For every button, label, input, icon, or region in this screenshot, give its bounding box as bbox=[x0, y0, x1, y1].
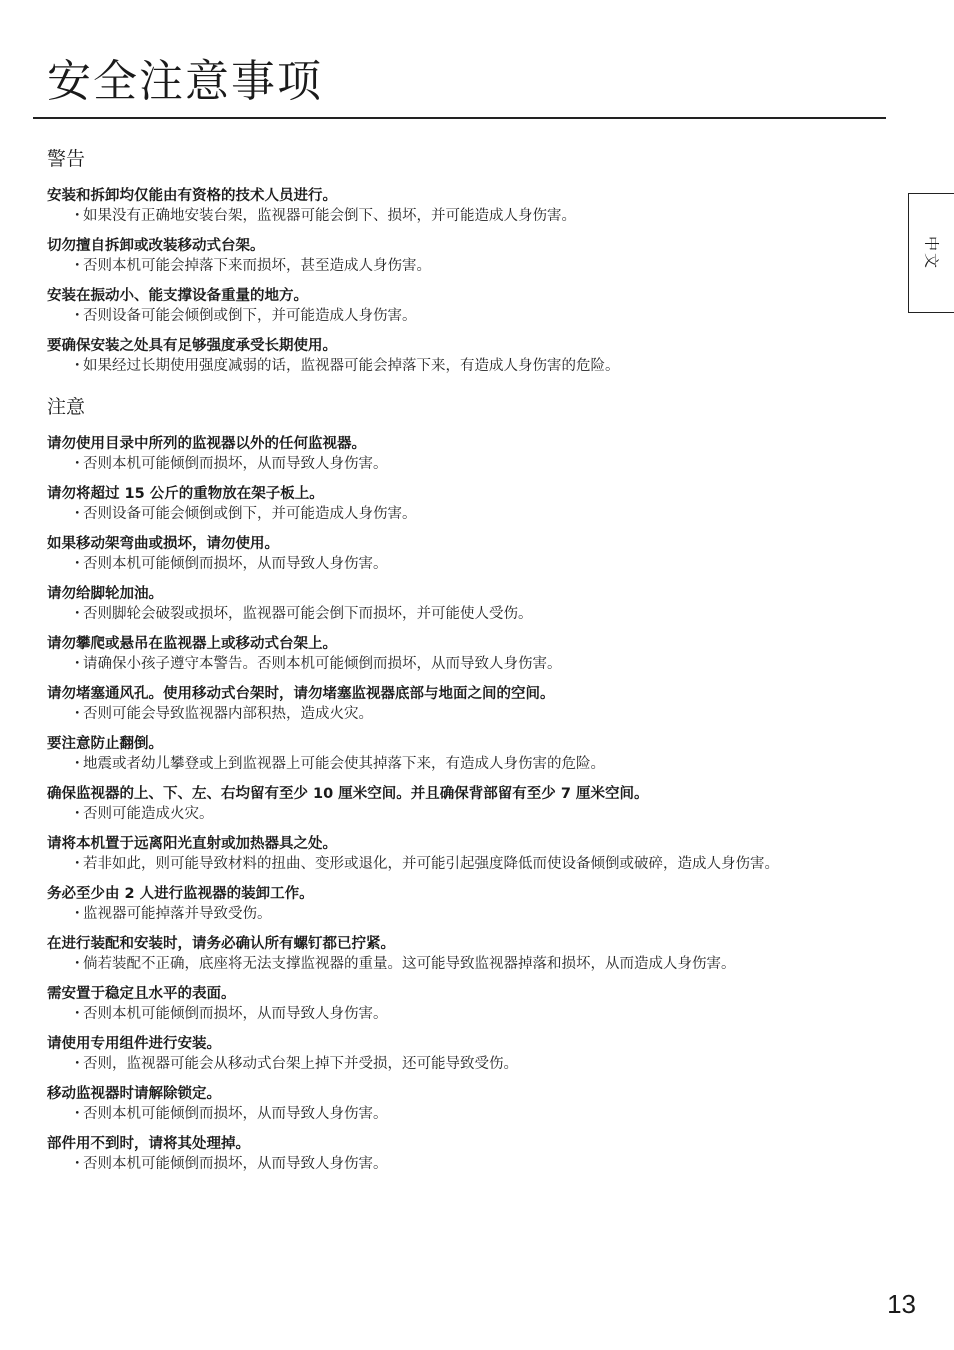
caution-item-head: 如果移动架弯曲或损坏，请勿使用。 bbox=[47, 536, 279, 552]
page-title: 安全注意事项 bbox=[47, 56, 323, 107]
caution-item-detail: ・ 否则，监视器可能会从移动式台架上掉下并受损，还可能导致受伤。 bbox=[47, 1054, 887, 1074]
caution-item-detail: ・ 否则本机可能倾倒而损坏，从而导致人身伤害。 bbox=[47, 1154, 887, 1174]
warning-item-detail: ・ 如果经过长期使用强度减弱的话，监视器可能会掉落下来，有造成人身伤害的危险。 bbox=[47, 356, 887, 376]
warning-section bbox=[47, 146, 887, 376]
warning-item bbox=[47, 236, 887, 276]
caution-item-detail: ・ 否则可能会导致监视器内部积热，造成火灾。 bbox=[47, 704, 887, 724]
language-tab bbox=[908, 193, 954, 313]
caution-item-head: 部件用不到时，请将其处理掉。 bbox=[47, 1136, 250, 1152]
caution-item-detail: ・ 否则本机可能倾倒而损坏，从而导致人身伤害。 bbox=[47, 554, 887, 574]
warning-item-head: 安装和拆卸均仅能由有资格的技术人员进行。 bbox=[47, 188, 337, 204]
caution-item-detail: ・ 否则本机可能倾倒而损坏，从而导致人身伤害。 bbox=[47, 1004, 887, 1024]
language-tab-label: 中文 bbox=[922, 235, 940, 271]
caution-item-head: 请勿给脚轮加油。 bbox=[47, 586, 163, 602]
caution-item-head: 请勿使用目录中所列的监视器以外的任何监视器。 bbox=[47, 436, 366, 452]
warning-item-head: 要确保安装之处具有足够强度承受长期使用。 bbox=[47, 338, 337, 354]
warning-item-detail: ・ 否则设备可能会倾倒或倒下，并可能造成人身伤害。 bbox=[47, 306, 887, 326]
caution-item-detail: ・ 否则设备可能会倾倒或倒下，并可能造成人身伤害。 bbox=[47, 504, 887, 524]
caution-item-detail: ・ 监视器可能掉落并导致受伤。 bbox=[47, 904, 887, 924]
caution-item bbox=[47, 1134, 887, 1174]
warning-item-head: 安装在振动小、能支撑设备重量的地方。 bbox=[47, 288, 308, 304]
caution-item bbox=[47, 934, 887, 974]
caution-item bbox=[47, 834, 887, 874]
caution-item bbox=[47, 434, 887, 474]
warning-title: 警告 bbox=[47, 148, 86, 170]
caution-item bbox=[47, 1034, 887, 1074]
caution-item-detail: ・ 否则本机可能倾倒而损坏，从而导致人身伤害。 bbox=[47, 454, 887, 474]
caution-item-detail: ・ 地震或者幼儿攀登或上到监视器上可能会使其掉落下来，有造成人身伤害的危险。 bbox=[47, 754, 887, 774]
caution-item bbox=[47, 484, 887, 524]
caution-item-head: 在进行装配和安装时，请务必确认所有螺钉都已拧紧。 bbox=[47, 936, 395, 952]
caution-item bbox=[47, 784, 887, 824]
caution-item-head: 请将本机置于远离阳光直射或加热器具之处。 bbox=[47, 836, 337, 852]
caution-section bbox=[47, 394, 887, 1174]
warning-item bbox=[47, 186, 887, 226]
caution-item bbox=[47, 584, 887, 624]
caution-item-detail: ・ 请确保小孩子遵守本警告。否则本机可能倾倒而损坏，从而导致人身伤害。 bbox=[47, 654, 887, 674]
caution-item bbox=[47, 684, 887, 724]
caution-item-head: 务必至少由 2 人进行监视器的装卸工作。 bbox=[47, 886, 314, 902]
warning-item bbox=[47, 336, 887, 376]
caution-item-detail: ・ 若非如此，则可能导致材料的扭曲、变形或退化，并可能引起强度降低而使设备倾倒或破碎，造成人身伤害。 bbox=[47, 854, 887, 874]
caution-item bbox=[47, 984, 887, 1024]
caution-item-detail: ・ 倘若装配不正确，底座将无法支撑监视器的重量。这可能导致监视器掉落和损坏，从而造成人身伤害。 bbox=[47, 954, 887, 974]
caution-item bbox=[47, 634, 887, 674]
caution-item-head: 移动监视器时请解除锁定。 bbox=[47, 1086, 221, 1102]
caution-item bbox=[47, 534, 887, 574]
caution-item bbox=[47, 884, 887, 924]
caution-item-head: 请勿堵塞通风孔。使用移动式台架时，请勿堵塞监视器底部与地面之间的空间。 bbox=[47, 686, 555, 702]
warning-item-detail: ・ 如果没有正确地安装台架，监视器可能会倒下、损坏，并可能造成人身伤害。 bbox=[47, 206, 887, 226]
caution-item-head: 请勿攀爬或悬吊在监视器上或移动式台架上。 bbox=[47, 636, 337, 652]
caution-title: 注意 bbox=[47, 396, 86, 418]
caution-item-head: 确保监视器的上、下、左、右均留有至少 10 厘米空间。并且确保背部留有至少 7 厘米空间。 bbox=[47, 786, 649, 802]
caution-item-head: 需安置于稳定且水平的表面。 bbox=[47, 986, 236, 1002]
page-number: 13 bbox=[887, 1289, 916, 1319]
document-body bbox=[47, 146, 887, 1184]
caution-item bbox=[47, 734, 887, 774]
caution-item-head: 请使用专用组件进行安装。 bbox=[47, 1036, 221, 1052]
caution-item-head: 要注意防止翻倒。 bbox=[47, 736, 163, 752]
warning-item bbox=[47, 286, 887, 326]
caution-item bbox=[47, 1084, 887, 1124]
warning-item-head: 切勿擅自拆卸或改装移动式台架。 bbox=[47, 238, 265, 254]
caution-item-detail: ・ 否则脚轮会破裂或损坏，监视器可能会倒下而损坏，并可能使人受伤。 bbox=[47, 604, 887, 624]
caution-item-head: 请勿将超过 15 公斤的重物放在架子板上。 bbox=[47, 486, 324, 502]
caution-item-detail: ・ 否则可能造成火灾。 bbox=[47, 804, 887, 824]
title-divider bbox=[33, 117, 886, 119]
caution-item-detail: ・ 否则本机可能倾倒而损坏，从而导致人身伤害。 bbox=[47, 1104, 887, 1124]
warning-item-detail: ・ 否则本机可能会掉落下来而损坏，甚至造成人身伤害。 bbox=[47, 256, 887, 276]
